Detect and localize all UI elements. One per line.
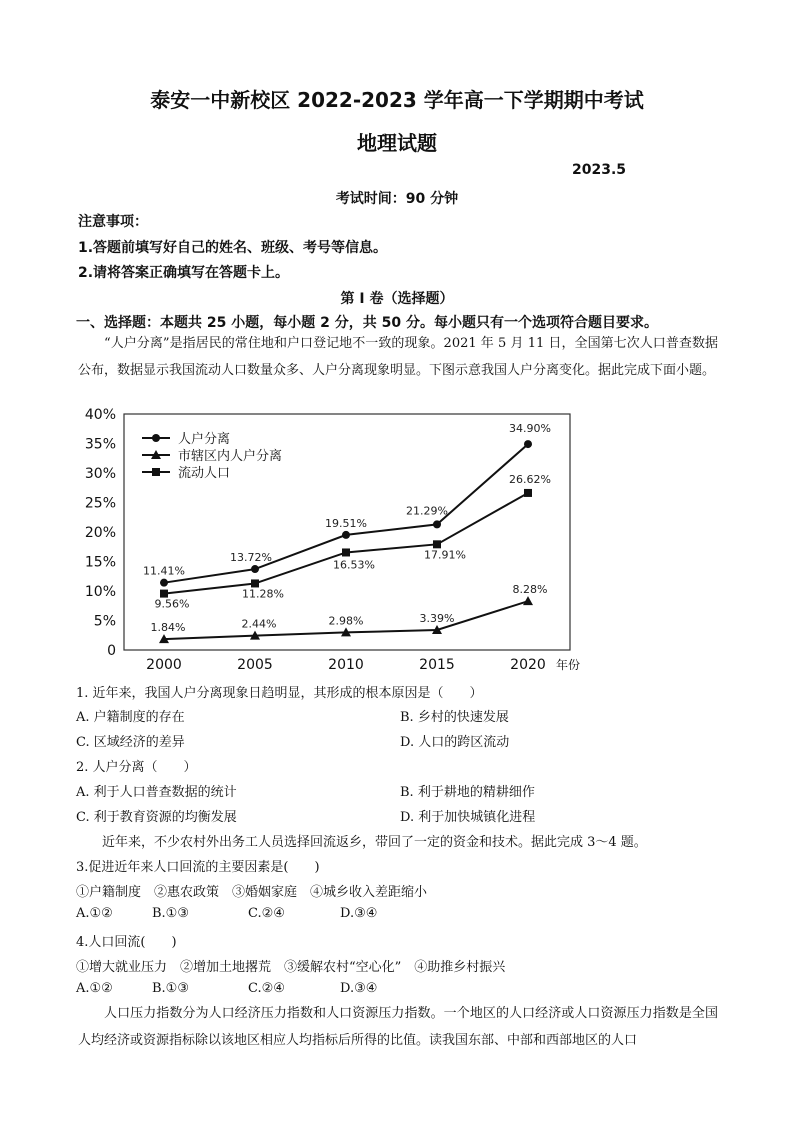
q3-stem: 3.促进近年来人口回流的主要因素是( ) <box>76 860 320 875</box>
data-label: 11.28% <box>242 587 284 601</box>
data-label: 2.98% <box>328 614 364 628</box>
legend-marker <box>152 434 160 442</box>
x-axis-label: 年份 <box>556 658 581 672</box>
chart-legend <box>142 432 282 481</box>
q3-option-b[interactable]: B.①③ <box>152 906 189 921</box>
exam-title: 泰安一中新校区 2022-2023 学年高一下学期期中考试 <box>150 88 644 112</box>
data-point <box>160 590 168 598</box>
x-tick-label: 2015 <box>419 657 455 673</box>
data-label: 8.28% <box>512 583 548 597</box>
notice-item-2: 2.请将答案正确填写在答题卡上。 <box>78 265 290 281</box>
exam-time: 考试时间：90 分钟 <box>335 191 459 207</box>
legend-label: 市辖区内人户分离 <box>178 449 283 464</box>
q3-items: ①户籍制度 ②惠农政策 ③婚姻家庭 ④城乡收入差距缩小 <box>76 885 428 900</box>
y-tick-label: 5% <box>93 613 116 630</box>
q1-option-c[interactable]: C. 区域经济的差异 <box>76 735 185 750</box>
passage-population-pressure: 人口压力指数分为人口经济压力指数和人口资源压力指数。一个地区的人口经济或人口资源压力指数是全国人均经济或资源指标除以该地区相应人均指标后所得的比值。读我国东部、中部和西部地区的人口 <box>78 1006 718 1048</box>
q4-stem: 4.人口回流( ) <box>76 935 177 950</box>
series-triangle <box>151 583 548 643</box>
data-label: 19.51% <box>325 516 367 530</box>
section-instruction: 一、选择题：本题共 25 小题，每小题 2 分，共 50 分。每小题只有一个选项符合题目要求。 <box>76 315 658 331</box>
data-label: 1.84% <box>150 621 186 635</box>
q4-option-a[interactable]: A.①② <box>76 981 113 996</box>
q1-stem: 1. 近年来，我国人户分离现象日趋明显，其形成的根本原因是（ ） <box>76 686 483 701</box>
passage-household-separation: “人户分离”是指居民的常住地和户口登记地不一致的现象。2021 年 5 月 11 日，全国第七次人口普查数据公布，数据显示我国流动人口数量众多、人户分离现象明显。下图示意我国人户分离变化。据此完成下面小题。 <box>78 336 718 378</box>
x-tick-label: 2010 <box>328 657 364 673</box>
y-tick-label: 35% <box>84 436 116 453</box>
section-title: 第 I 卷（选择题） <box>340 291 454 307</box>
data-point <box>342 548 350 556</box>
series-square <box>155 473 551 611</box>
notice-item-1: 1.答题前填写好自己的姓名、班级、考号等信息。 <box>78 240 388 256</box>
legend-marker <box>152 468 160 476</box>
data-point <box>160 579 168 587</box>
q4-items: ①增大就业压力 ②增加土地撂荒 ③缓解农村“空心化” ④助推乡村振兴 <box>76 960 506 975</box>
data-point <box>251 579 259 587</box>
data-label: 9.56% <box>154 597 190 611</box>
passage-return-migration: 近年来，不少农村外出务工人员选择回流返乡，带回了一定的资金和技术。据此完成 3～4 题。 <box>102 835 647 850</box>
data-label: 21.29% <box>406 504 448 518</box>
data-point <box>524 489 532 497</box>
series-line <box>164 493 528 594</box>
exam-date: 2023.5 <box>572 162 627 178</box>
legend-label: 人户分离 <box>178 432 231 447</box>
q1-option-a[interactable]: A. 户籍制度的存在 <box>76 710 185 725</box>
data-label: 17.91% <box>424 548 466 562</box>
data-label: 16.53% <box>333 558 375 572</box>
y-tick-label: 15% <box>84 554 116 571</box>
x-tick-label: 2005 <box>237 657 273 673</box>
legend-label: 流动人口 <box>178 466 231 481</box>
q3-option-a[interactable]: A.①② <box>76 906 113 921</box>
data-label: 34.90% <box>509 422 551 436</box>
q2-option-b[interactable]: B. 利于耕地的精耕细作 <box>400 785 535 800</box>
household-separation-chart <box>76 406 596 676</box>
q4-option-d[interactable]: D.③④ <box>340 981 378 996</box>
data-point <box>342 531 350 539</box>
q2-option-d[interactable]: D. 利于加快城镇化进程 <box>400 810 536 825</box>
q2-option-a[interactable]: A. 利于人口普查数据的统计 <box>76 785 237 800</box>
q4-option-c[interactable]: C.②④ <box>248 981 285 996</box>
y-tick-label: 20% <box>84 525 116 541</box>
q2-stem: 2. 人户分离（ ） <box>76 760 197 775</box>
y-tick-label: 40% <box>84 407 116 423</box>
y-tick-label: 10% <box>84 584 116 600</box>
y-tick-label: 25% <box>84 495 116 512</box>
notice-heading: 注意事项： <box>78 214 148 230</box>
y-tick-label: 30% <box>84 466 116 482</box>
y-tick-label: 0 <box>107 643 116 659</box>
q4-option-b[interactable]: B.①③ <box>152 981 189 996</box>
data-point <box>433 540 441 548</box>
data-point <box>523 596 533 605</box>
q1-option-d[interactable]: D. 人口的跨区流动 <box>400 735 510 750</box>
data-label: 13.72% <box>230 551 272 565</box>
q2-option-c[interactable]: C. 利于教育资源的均衡发展 <box>76 810 237 825</box>
data-point <box>524 440 532 448</box>
x-tick-label: 2020 <box>510 657 546 673</box>
data-label: 26.62% <box>509 472 551 486</box>
q1-option-b[interactable]: B. 乡村的快速发展 <box>400 710 509 725</box>
q3-option-c[interactable]: C.②④ <box>248 906 285 921</box>
data-label: 2.44% <box>241 617 277 631</box>
data-point <box>433 520 441 528</box>
x-tick-label: 2000 <box>146 657 182 673</box>
data-label: 3.39% <box>419 611 455 625</box>
q3-option-d[interactable]: D.③④ <box>340 906 378 921</box>
exam-subject: 地理试题 <box>357 131 437 155</box>
data-label: 11.41% <box>143 564 185 578</box>
data-point <box>251 565 259 573</box>
